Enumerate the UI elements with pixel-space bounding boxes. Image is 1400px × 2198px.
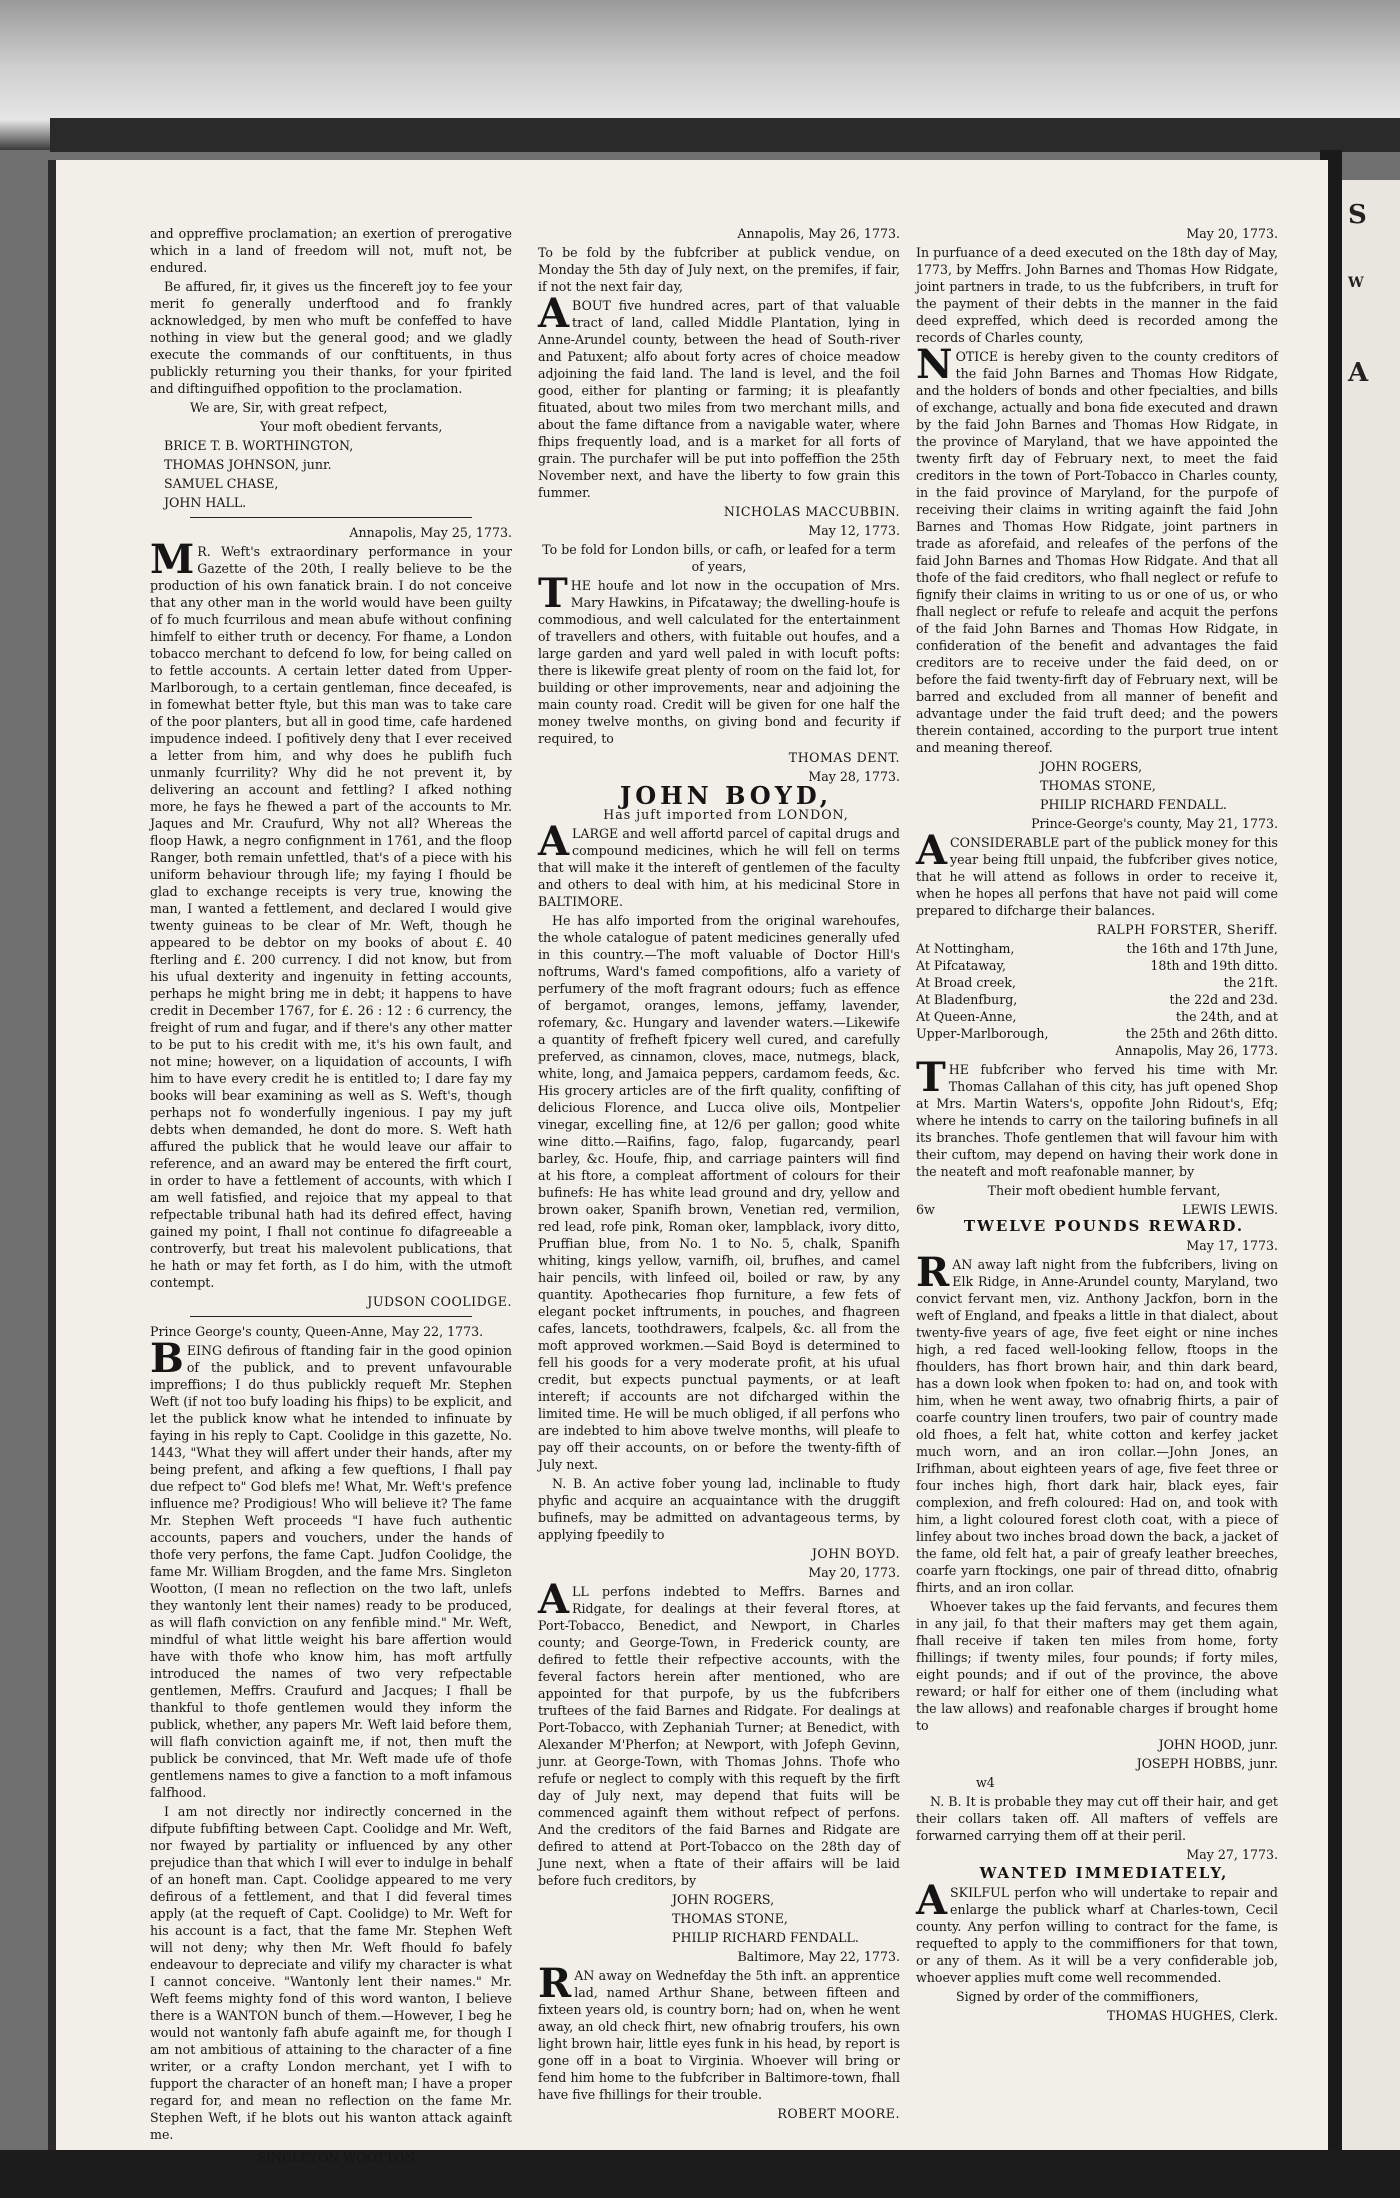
advertisement: ALARGE and well affortd parcel of capital drugs and compound medicines, which he will fell on terms that will make it the intereft of gentlemen of the faculty and others to deal with him, at his medicinal Store in BALTIMORE. [538,818,900,909]
edge-letter: W [1348,275,1364,291]
advertisement: N. B. It is probable they may cut off their hair, and get their collars taken off. All mafters of veffels are forwarned carrying them off at their peril. [916,1794,1278,1843]
advertisement: ALL perfons indebted to Meffrs. Barnes and Ridgate, for dealings at their feveral ftores, at Port-Tobacco, Benedict, and Newport, in Charles county; and George-Town, in Frederick county, are defired to fettle their refpective accounts, with the feveral factors herein after mentioned, who are appointed for that purpofe, by us the fubfcribers truftees of the faid Barnes and Ridgate. For dealings at Port-Tobacco, with Zephaniah Turner; at Benedict, with Alexander M'Pherfon; at Newport, with Jofeph Gevinn, junr. at George-Town, with Thomas Johns. Thofe who refufe or neglect to comply with this requeft by the firft day of July next, may depend that fuits will be commenced againft them without refpect of perfons. And the creditors of the faid Barnes and Ridgate are defired to attend at Port-Tobacco on the 28th day of June next, when a ftate of their affairs will be laid before fuch creditors, by [538,1576,900,1888]
advertisement: THE fubfcriber who ferved his time with Mr. Thomas Callahan of this city, has juft opened Shop at Mrs. Martin Waters's, oppofite John Ridout's, Efq; where he intends to carry on the tailoring bufinefs in all its branches. Thofe gentlemen that will favour him with their cuftom, may depend on having their work done in the neateft and moft reafonable manner, by [916,1054,1278,1179]
column-1 [150,225,512,2168]
advertisement: NOTICE is hereby given to the county creditors of the faid John Barnes and Thomas How Ridgate, and the holders of bonds and other fpecialties, and bills of exchange, actually and bona fide executed and drawn by the faid John Barnes and Thomas How Ridgate, in the province of Maryland, that we have appointed the twenty firft day of February next, to meet the faid creditors in the town of Port-Tobacco in Charles county, in the faid province of Maryland, for the purpofe of receiving their claims in writing againft the faid John Barnes and Thomas How Ridgate, joint partners in trade as aforefaid, and releafes of the perfons of the faid John Barnes and Thomas How Ridgate. And that all thofe of the faid creditors, who fhall neglect or refufe to fignify their claims in writing to us or one of us, or who fhall neglect or refufe to releafe and acquit the perfons of the faid John Barnes and Thomas How Ridgate, in confideration of the benefit and advantages the faid creditors are to receive under the faid deed, on or before the faid twenty-firft day of February next, will be barred and excluded from all manner of benefit and advantage under the faid truft deed; and the powers therein contained, according to the purport true intent and meaning thereof. [916,341,1278,755]
dateline: May 27, 1773. [1186,1847,1278,1862]
schedule-row: At Bladenfburg, the 22d and 23d. [916,992,1278,1007]
schedule-row: At Broad creek, the 21ft. [916,975,1278,990]
edge-letter: S [1348,200,1367,230]
signer-name: PHILIP RICHARD FENDALL. [1040,797,1227,812]
dateline: Annapolis, May 26, 1773. [1115,1043,1278,1058]
ad-heading: JOHN BOYD, [619,781,833,810]
signature: RALPH FORSTER, Sheriff. [1096,922,1278,937]
signer-name: JOHN ROGERS, [1040,759,1143,774]
dateline: May 20, 1773. [1186,226,1278,241]
schedule-row: At Nottingham, the 16th and 17th June, [916,941,1278,956]
closing-line: Your moft obedient fervants, [260,419,443,434]
dateline: May 28, 1773. [808,769,900,784]
signer-name: JOHN HOOD, junr. [1158,1737,1278,1752]
advertisement: Whoever takes up the faid fervants, and fecures them in any jail, fo that their mafters may get them again, fhall receive if taken ten miles from home, forty fhillings; if twenty miles, four pounds; if forty miles, eight pounds; and if out of the province, the above reward; or half for either one of them (including what the law allows) and reafonable charges if brought home to [916,1599,1278,1733]
signature: JUDSON COOLIDGE. [367,1294,512,1309]
signer-name: SAMUEL CHASE, [164,476,279,491]
signature: THOMAS HUGHES, Clerk. [1106,2008,1278,2023]
schedule-row: At Queen-Anne, the 24th, and at [916,1009,1278,1024]
insertion-mark: w4 [976,1775,995,1790]
dateline: May 12, 1773. [808,523,900,538]
column-3 [916,225,1278,2026]
advertisement: RAN away on Wednefday the 5th inft. an apprentice lad, named Arthur Shane, between fifteen and fixteen years old, is country born; had on, when he went away, an old check fhirt, new ofnabrig troufers, his own light brown hair, little eyes funk in his head, by report is gone off in a boat to Virginia. Whoever will bring or fend him home to the fubfcriber in Baltimore-town, fhall have five fhillings for their trouble. [538,1960,900,2102]
signer-name: THOMAS STONE, [1040,778,1156,793]
dateline: Annapolis, May 26, 1773. [737,226,900,241]
insertion-mark: 6w [916,1202,935,1217]
advertisement: He has alfo imported from the original warehoufes, the whole catalogue of patent medicines generally ufed in this country.—The moft valuable of Doctor Hill's noftrums, Ward's famed compofitions, alfo a variety of perfumery of the moft fragrant odours; fuch as effence of bergamot, oranges, lemons, jeffamy, lavender, rofemary, &c. Hungary and lavender waters.—Likewife a quantity of frefheft fpicery well cured, and carefully preferved, as cinnamon, cloves, mace, nutmegs, black, white, long, and Jamaica peppers, cardamom feeds, &c. His grocery articles are of the firft quality, confifting of delicious Florence, and Lucca olive oils, Montpelier vinegar, excelling fine, at 12/6 per gallon; good white wine ditto.—Raifins, fago, falop, fugarcandy, pearl barley, &c. Houfe, fhip, and carriage painters will find at his ftore, a compleat affortment of colours for their bufinefs: He has white lead ground and dry, yellow and brown oaker, Spanifh brown, Venetian red, vermilion, red lead, rofe pink, Roman oker, lampblack, ivory ditto, Pruffian blue, from No. 1 to No. 5, chalk, Spanifh whiting, kings yellow, varnifh, oil, brufhes, and camel hair pencils, with linfeed oil, boiled or raw, by any quantity. Apothecaries fhop furniture, a few fets of elegant pocket inftruments, in pouches, and fhagreen cafes, lancets, toothdrawers, fcalpels, &c. all from the moft approved workmen.—Said Boyd is determined to fell his goods for a very moderate profit, at his ufual credit, but expects punctual payments, or at leaft intereft; if accounts are not difcharged within the limited time. He will be much obliged, if all perfons who are indebted to him above twelve months, will pleafe to pay off their accounts, on or before the twenty-fifth of July next. [538,913,900,1472]
letter-text: BEING defirous of ftanding fair in the good opinion of the publick, and to prevent unfavourable impreffions; I do thus publickly requeft Mr. Stephen Weft (if not too bufy loading his fhips) to be explicit, and let the publick know what he intended to infinuate by faying in his reply to Capt. Coolidge in this gazette, No. 1443, "What they will affert under their hands, after my being prefent, and afking a few queftions, I fhall pay due refpect to" God blefs me! What, Mr. Weft's prefence influence me? Prodigious! Who will believe it? The fame Mr. Stephen Weft proceeds "I have fuch authentic accounts, papers and vouchers, under the hands of thofe very perfons, the fame Capt. Judfon Coolidge, the fame Mr. William Brogden, and the fame Mrs. Singleton Wootton, (I mean no reflection on the two laft, unlefs they wantonly lent their names) ready to be produced, as will flafh conviction on any fenfible mind." Mr. Weft, mindful of what little weight his bare affertion would have with thofe who know him, has moft artfully introduced the names of two very refpectable gentlemen, Meffrs. Craufurd and Jacques; I fhall be thankful to thofe gentlemen would they inform the publick, whether, any papers Mr. Weft laid before them, will flafh conviction againft me, if not, then muft the publick be convinced, that Mr. Weft made ufe of thofe gentlemens names to give a fanction to a moft infamous falfhood. [150,1335,512,1800]
dateline: May 17, 1773. [1186,1238,1278,1253]
dateline: Baltimore, May 22, 1773. [737,1949,900,1964]
signer-name: THOMAS STONE, [672,1911,788,1926]
ad-subheading: Has juft imported from LONDON, [603,807,849,822]
dateline: Prince-George's county, May 21, 1773. [1031,816,1278,831]
dateline: Prince George's county, Queen-Anne, May 22, 1773. [150,1324,484,1339]
signature: SINGLETON WOOTTON. [257,2150,419,2165]
ad-intro: To be fold for London bills, or cafh, or leafed for a term of years, [542,542,896,574]
dateline: May 20, 1773. [808,1565,900,1580]
edge-letter: A [1348,358,1369,388]
adjacent-page-fragment [1342,180,1400,2170]
scan-top-edge [0,0,1400,150]
divider [190,517,472,518]
signer-name: JOSEPH HOBBS, junr. [1136,1756,1278,1771]
advertisement: In purfuance of a deed executed on the 18th day of May, 1773, by Meffrs. John Barnes and Thomas How Ridgate, joint partners in trade, to us the fubfcribers, in truft for the payment of their debts in the manner in the faid deed expreffed, which deed is recorded among the records of Charles county, [916,245,1278,345]
advertisement: ABOUT five hundred acres, part of that valuable tract of land, called Middle Plantation, lying in Anne-Arundel county, between the head of South-river and Patuxent; alfo about forty acres of choice meadow adjoining the faid land. The land is level, and the foil good, either for planting or farming; it is pleafantly fituated, about two miles from two merchant mills, and about the fame diftance from a navigable water, where fhips frequently load, and is a market for all forts of grain. The purchafer will be put into poffeffion the 25th November next, and have the liberty to fow grain this fummer. [538,290,900,500]
letter-text: MR. Weft's extraordinary performance in your Gazette of the 20th, I really believe to be the production of his own fanatick brain. I do not conceive that any other man in the world would have been guilty of fo much fcurrilous and mean abufe without confining himfelf to either truth or decency. For fhame, a London tobacco merchant to defcend fo low, for being called on to fettle accounts. A certain letter dated from Upper-Marlborough, to a certain gentleman, fince deceafed, is in fomewhat better ftyle, but this man was to take care of the poor planters, but all in good time, cafe hardened impudence indeed. I pofitively deny that I ever received a letter from him, and why does he publifh fuch unmanly fcurrility? Why did he not prevent it, by delivering an account and fettling? I afked nothing more, he fays he fhewed a part of the accounts to Mr. Jaques and Mr. Craufurd, Why not all? Whereas the floop Hawk, a negro confignment in 1761, and the floop Ranger, both remain unfettled, that's of a piece with his uniform behaviour through life; my faying I fhould be glad to exchange receipts is very true, knowing the man, I wanted a fettlement, and declared I would give twenty guineas to be clear of Mr. Weft, though he appeared to be debtor on my books of about £. 40 fterling and £. 200 currency. I did not know, but from his ufual dexterity and ingenuity in fetting accounts, perhaps he might bring me in debt; it happens to have credit in December 1767, for £. 26 : 12 : 6 currency, the freight of rum and fugar, and if there's any other matter to be put to his credit with me, it's his own fault, and not mine; however, on a liquidation of accounts, I wifh him to have every credit he is entitled to; I dare fay my books will bear examining as well as S. Weft's, though perhaps not fo wonderfully ingenious. I pay my juft debts when demanded, he dont do more. S. Weft hath affured the publick that he would leave our affair to reference, and an award may be entered the firft court, in order to have a fettlement of accounts, with which I am well fatisfied, and rejoice that my appeal to that refpectable tribunal hath had its defired effect, having gained my point, I fhall not continue fo difagreeable a controverfy, but treat his malevolent publications, that he hath or may fet forth, as I do him, with the utmoft contempt. [150,536,512,1290]
signer-name: THOMAS JOHNSON, junr. [164,457,332,472]
advertisement: THE houfe and lot now in the occupation of Mrs. Mary Hawkins, in Pifcataway; the dwelling-houfe is commodious, and well calculated for the entertainment of travellers and others, with fuitable out houfes, and a large garden and yard well paled in with locuft pofts: there is likewife great plenty of room on the faid lot, for building or other improvements, near and adjoining the main county road. Credit will be given for one half the money twelve months, on giving bond and fecurity if required, to [538,570,900,746]
paragraph: and oppreffive proclamation; an exertion of prerogative which in a land of freedom will not, muft not, be endured. [150,226,512,275]
signature: LEWIS LEWIS. [1182,1202,1278,1217]
signature-row [916,1201,1278,1218]
dateline: Annapolis, May 25, 1773. [349,525,512,540]
ad-heading: WANTED IMMEDIATELY, [979,1864,1229,1882]
binding-shadow [50,118,1400,152]
closing-line: Their moft obedient humble fervant, [987,1183,1221,1198]
schedule-row: At Pifcataway, 18th and 19th ditto. [916,958,1278,973]
advertisement: RAN away laft night from the fubfcribers, living on Elk Ridge, in Anne-Arundel county, Maryland, two convict fervant men, viz. Anthony Jackfon, born in the weft of England, and fpeaks a little in that dialect, about twenty-five years of age, five feet eight or nine inches high, a red faced well-looking fellow, ftoops in the fhoulders, has fhort brown hair, and thin dark beard, has a down look when fpoken to: had on, and took with him, when he went away, two ofnabrig fhirts, a pair of coarfe country linen troufers, two pair of country made old fhoes, a felt hat, white cotton and kerfey jacket much worn, and an iron collar.—John Jones, an Irifhman, about eighteen years of age, five feet three or four inches high, fhort dark hair, black eyes, fair complexion, and frefh coloured: Had on, and took with him, a light coloured forest cloth coat, with a piece of linfey about two inches broad down the back, a jacket of the fame, old felt hat, a pair of greafy leather breeches, coarfe yarn ftockings, one pair of thread ditto, ofnabrig fhirts, and an iron collar. [916,1249,1278,1595]
letter-text: I am not directly nor indirectly concerned in the difpute fubfifting between Capt. Coolidge and Mr. Weft, nor fwayed by partiality or influenced by any other prejudice than that which I will ever to indulge in behalf of an honeft man. Capt. Coolidge appeared to me very defirous of a fettlement, and that I did feveral times apply (at the requeft of Capt. Coolidge) to Mr. Weft for his account is a fact, that the fame Mr. Stephen Weft will not deny; why then Mr. Weft fhould fo bafely endeavour to depreciate and vilify my character is what I cannot conceive. "Wantonly lent their names." Mr. Weft feems mighty fond of this word wanton, I believe there is a WANTON bunch of them.—However, I beg he would not wantonly fafh abufe againft me, for though I am not ambitious of attaining to the character of a fine writer, or a crafty London merchant, yet I wifh to fupport the character of an honeft man; I have a proper regard for, and mean no reflection on the fame Mr. Stephen Weft, if he blots out his wanton attack againft me. [150,1804,512,2142]
advertisement: N. B. An active fober young lad, inclinable to ftudy phyfic and acquire an acquaintance with the druggift bufinefs, may be admitted on advantageous terms, by applying fpeedily to [538,1476,900,1542]
signer-name: JOHN HALL. [164,495,247,510]
paragraph: Be affured, fir, it gives us the fincereft joy to fee your merit fo generally underftood and fo frankly acknowledged, by men who muft be confeffed to have nothing in view but the general good; and we gladly execute the commands of our conftituents, in thus publickly returning you their thanks, for your fpirited and diftinguifhed oppofition to the proclamation. [150,279,512,396]
ad-heading: TWELVE POUNDS REWARD. [963,1217,1245,1235]
signature: Signed by order of the commiffioners, [956,1989,1199,2004]
signature: JOHN BOYD. [811,1546,900,1561]
signature: NICHOLAS MACCUBBIN. [723,504,900,519]
advertisement: ACONSIDERABLE part of the publick money for this year being ftill unpaid, the fubfcriber gives notice, that he will attend as follows in order to receive it, when he hopes all perfons that have not paid will come prepared to difcharge their balances. [916,827,1278,918]
column-2 [538,225,900,2124]
divider [190,1316,472,1317]
signature: ROBERT MOORE. [777,2106,900,2121]
signer-name: JOHN ROGERS, [672,1892,775,1907]
schedule-row: Upper-Marlborough, the 25th and 26th ditto. [916,1026,1278,1041]
closing-line: We are, Sir, with great refpect, [190,400,388,415]
signer-name: BRICE T. B. WORTHINGTON, [164,438,354,453]
ad-intro: To be fold by the fubfcriber at publick vendue, on Monday the 5th day of July next, on the premifes, if fair, if not the next fair day, [538,245,900,294]
signature: THOMAS DENT. [788,750,900,765]
signer-name: PHILIP RICHARD FENDALL. [672,1930,859,1945]
advertisement: ASKILFUL perfon who will undertake to repair and enlarge the publick wharf at Charles-town, Cecil county. Any perfon willing to contract for the fame, is requefted to apply to the commiffioners for that town, or any of them. As it will be a very confiderable job, whoever applies muft come well recommended. [916,1877,1278,1985]
